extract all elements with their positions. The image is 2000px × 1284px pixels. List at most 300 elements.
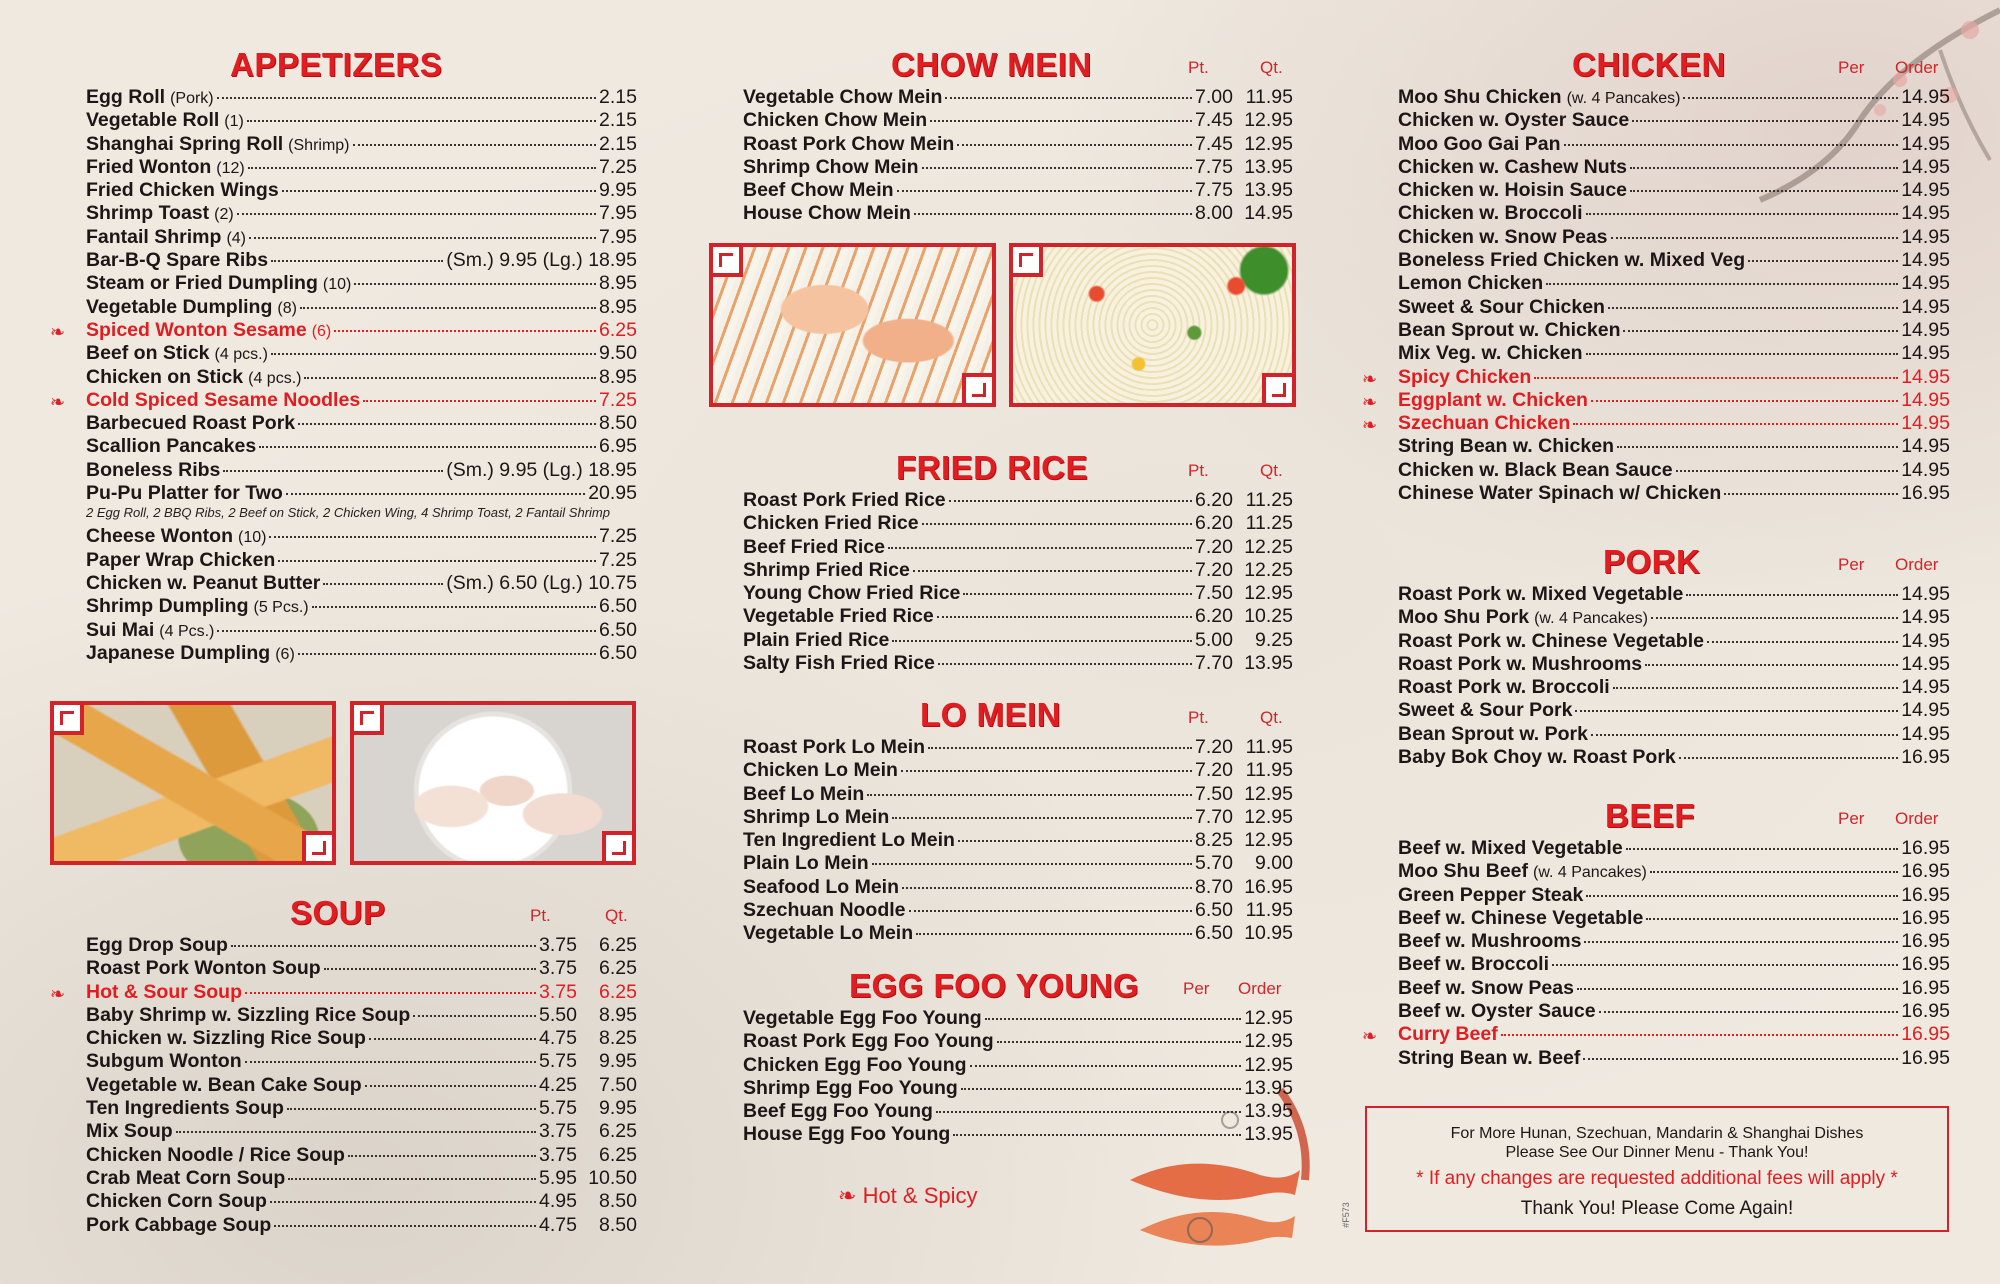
menu-item [743, 759, 1293, 782]
menu-item [1398, 342, 1950, 365]
menu-item-row [86, 435, 637, 458]
item-name: Vegetable Lo Mein [743, 922, 914, 945]
item-name: Vegetable Roll [86, 109, 220, 132]
item-name: Roast Pork w. Chinese Vegetable [1398, 629, 1704, 652]
dot-leader [892, 817, 1192, 819]
item-price: 16.95 [1901, 930, 1950, 953]
dot-leader [938, 663, 1192, 665]
item-price: 14.95 [1901, 109, 1950, 132]
item-name: Chicken Noodle / Rice Soup [86, 1143, 345, 1166]
item-name: Eggplant w. Chicken [1398, 388, 1588, 411]
section-title: LO MEIN [920, 696, 1061, 733]
menu-item-row [1398, 1000, 1950, 1023]
item-name: Plain Fried Rice [743, 628, 890, 651]
menu-item-row [86, 1214, 637, 1237]
item-name: Curry Beef [1398, 1023, 1498, 1046]
menu-item-row [86, 1144, 637, 1167]
egg-rolls-photo [50, 701, 336, 865]
item-note: (10) [322, 276, 352, 294]
info-line-fees-notice: * If any changes are requested additional fees will apply * [1416, 1168, 1898, 1189]
menu-item-row [86, 572, 637, 595]
item-name: Fried Wonton [86, 155, 212, 178]
dot-leader [300, 307, 596, 309]
item-price: 14.95 [1901, 676, 1950, 699]
dot-leader [957, 144, 1192, 146]
dot-leader [922, 523, 1192, 525]
item-price: 12.95 [1244, 1030, 1293, 1053]
menu-item-row [1398, 1047, 1950, 1070]
item-price: 16.95 [1901, 860, 1950, 883]
dot-leader [324, 968, 536, 970]
menu-item [50, 980, 637, 1004]
menu-item-row [1398, 272, 1950, 295]
menu-item-row [743, 899, 1293, 922]
menu-item [1398, 133, 1950, 156]
dot-leader [231, 945, 536, 947]
item-price-pint: 7.70 [1195, 805, 1233, 828]
item-name: Chicken Chow Mein [743, 109, 928, 132]
item-name: Chicken w. Sizzling Rice Soup [86, 1027, 366, 1050]
item-name: Roast Pork Chow Mein [743, 132, 955, 155]
dot-leader [930, 120, 1192, 122]
item-name: Shrimp Chow Mein [743, 155, 919, 178]
menu-item-row [743, 759, 1293, 782]
info-line-thank-you: Thank You! Please Come Again! [1520, 1198, 1794, 1219]
dot-leader [278, 560, 596, 562]
menu-item [86, 435, 637, 458]
item-name: Pork Cabbage Soup [86, 1213, 272, 1236]
item-price-pint: 8.25 [1195, 829, 1233, 852]
menu-item-row [86, 1120, 637, 1143]
item-price: 16.95 [1901, 906, 1950, 929]
dot-leader [271, 353, 596, 355]
menu-item [86, 619, 637, 642]
menu-item [1398, 930, 1950, 953]
item-price-pint: 7.20 [1195, 759, 1233, 782]
item-price-pint: 7.75 [1195, 179, 1233, 202]
item-note: (Shrimp) [288, 136, 350, 154]
item-price-pint: 3.75 [539, 1120, 577, 1143]
menu-item [86, 549, 637, 572]
item-name: House Egg Foo Young [743, 1123, 951, 1146]
menu-item-row [1398, 884, 1950, 907]
item-name: Chicken Lo Mein [743, 759, 898, 782]
menu-item [1398, 583, 1950, 606]
menu-item [743, 109, 1293, 132]
item-price-quart: 13.95 [1244, 652, 1293, 675]
dot-leader [259, 446, 596, 448]
dot-leader [1686, 594, 1898, 596]
item-price: 16.95 [1901, 837, 1950, 859]
dot-leader [1645, 664, 1898, 666]
item-name: Scallion Pancakes [86, 435, 257, 458]
item-price-quart: 6.25 [599, 1143, 637, 1166]
menu-item-row [86, 319, 637, 343]
item-name: Beef w. Mushrooms [1398, 930, 1582, 953]
dot-leader [298, 653, 596, 655]
item-price-quart: 13.95 [1244, 179, 1293, 202]
menu-item [1398, 1047, 1950, 1070]
section-title: PORK [1603, 543, 1701, 580]
menu-item [1362, 1023, 1950, 1047]
order-header: Order [1895, 555, 1939, 574]
item-price: 7.25 [599, 548, 637, 571]
menu-item-row [1398, 746, 1950, 769]
item-price: 6.25 [599, 318, 637, 341]
menu-item [743, 512, 1293, 535]
menu-item-row [743, 133, 1293, 156]
item-name: Vegetable Dumpling [86, 295, 273, 318]
item-price: (Sm.) 6.50 (Lg.) 10.75 [446, 571, 637, 594]
item-name: Moo Shu Chicken [1398, 86, 1562, 108]
per-header: Per [1838, 809, 1865, 828]
menu-item [1398, 699, 1950, 722]
menu-item [86, 412, 637, 435]
dot-leader [914, 213, 1192, 215]
menu-item [86, 202, 637, 225]
item-price: 7.95 [599, 225, 637, 248]
menu-item-row [1398, 86, 1950, 110]
item-price: 12.95 [1244, 1053, 1293, 1076]
menu-item-row [86, 226, 637, 250]
print-code: #F573 [1340, 1202, 1351, 1228]
menu-item-row [86, 1050, 637, 1073]
item-note: (10) [237, 529, 267, 547]
item-note: (1) [224, 113, 244, 131]
menu-item [86, 1074, 637, 1097]
item-name: Roast Pork w. Mushrooms [1398, 652, 1643, 675]
quart-header: Qt. [1260, 58, 1283, 77]
item-name: Fantail Shrimp [86, 225, 222, 248]
chili-pepper-icon: ❧ [1362, 368, 1378, 389]
menu-item-row [1398, 133, 1950, 156]
item-price-quart: 6.25 [599, 934, 637, 956]
menu-item-row [86, 1190, 637, 1213]
item-price-pint: 5.75 [539, 1050, 577, 1073]
menu-item-row [743, 512, 1293, 535]
dot-leader [949, 500, 1192, 502]
menu-item-row [86, 296, 637, 320]
legend-label: Hot & Spicy [862, 1183, 978, 1208]
item-name: Szechuan Chicken [1398, 412, 1571, 435]
item-price: 14.95 [1901, 412, 1950, 435]
item-name: Beef w. Chinese Vegetable [1398, 906, 1644, 929]
menu-item [743, 1007, 1293, 1030]
menu-item-row [86, 86, 637, 110]
menu-item [743, 133, 1293, 156]
dot-leader [1683, 97, 1898, 99]
menu-item-row [1398, 249, 1950, 272]
menu-item [1362, 388, 1950, 412]
egg-foo-young-section [743, 967, 1293, 1147]
item-price: 14.95 [1901, 155, 1950, 178]
menu-item-row [86, 366, 637, 390]
dot-leader [1552, 964, 1898, 966]
item-price-quart: 12.95 [1244, 109, 1293, 132]
item-note: (5 Pcs.) [253, 599, 309, 617]
menu-item-row [86, 1004, 637, 1027]
dot-leader [288, 1178, 536, 1180]
item-price-pint: 7.20 [1195, 558, 1233, 581]
menu-item [1398, 1000, 1950, 1023]
menu-item [86, 109, 637, 132]
menu-item-row [743, 876, 1293, 899]
item-name: Baby Bok Choy w. Roast Pork [1398, 746, 1676, 769]
item-price-pint: 5.50 [539, 1003, 577, 1026]
fried-rice-photo [1009, 243, 1296, 407]
menu-item-row [86, 957, 637, 980]
item-price: 14.95 [1901, 629, 1950, 652]
menu-item [86, 179, 637, 202]
menu-item [86, 642, 637, 665]
item-price: 8.95 [599, 365, 637, 388]
menu-item-row [86, 179, 637, 202]
item-price-pint: 4.75 [539, 1213, 577, 1236]
menu-item-row [1398, 109, 1950, 132]
dot-leader [1575, 710, 1898, 712]
menu-item-row [1398, 389, 1950, 412]
menu-item [743, 852, 1293, 875]
item-price: 14.95 [1901, 179, 1950, 202]
menu-item [1398, 676, 1950, 699]
item-price-quart: 9.25 [1255, 628, 1293, 651]
menu-item [743, 1054, 1293, 1077]
item-price: 8.95 [599, 295, 637, 318]
menu-item [1398, 606, 1950, 629]
menu-item-row [86, 109, 637, 133]
item-price: 13.95 [1244, 1123, 1293, 1146]
menu-item-row [1398, 319, 1950, 342]
item-price-quart: 12.95 [1244, 782, 1293, 805]
chili-pepper-icon: ❧ [1362, 391, 1378, 412]
item-name: Crab Meat Corn Soup [86, 1166, 286, 1189]
menu-item-row [86, 981, 637, 1004]
item-name: Salty Fish Fried Rice [743, 652, 935, 675]
soup-section [50, 894, 637, 1237]
item-price: 16.95 [1901, 1023, 1950, 1046]
menu-item-row [743, 783, 1293, 806]
item-price-pint: 7.50 [1195, 782, 1233, 805]
item-price-quart: 11.95 [1245, 86, 1293, 108]
chili-pepper-icon: ❧ [50, 983, 66, 1004]
menu-item [1398, 653, 1950, 676]
menu-item [1398, 202, 1950, 225]
dot-leader [985, 1018, 1241, 1020]
item-name: Japanese Dumpling [86, 641, 271, 664]
menu-item [743, 922, 1293, 945]
item-price: 7.25 [599, 388, 637, 411]
dot-leader [945, 97, 1192, 99]
beef-section [1360, 797, 1950, 1070]
menu-item-row [743, 829, 1293, 852]
menu-item [743, 156, 1293, 179]
item-price-quart: 16.95 [1244, 875, 1293, 898]
menu-item-row [86, 389, 637, 412]
item-name: Green Pepper Steak [1398, 883, 1584, 906]
item-name: Chicken w. Oyster Sauce [1398, 109, 1630, 132]
dot-leader [298, 423, 596, 425]
item-name: Hot & Sour Soup [86, 980, 242, 1003]
menu-item [86, 934, 637, 957]
item-name: Spiced Wonton Sesame [86, 318, 307, 341]
item-price: 16.95 [1901, 482, 1950, 505]
menu-item [1398, 296, 1950, 319]
item-name: Szechuan Noodle [743, 899, 906, 922]
item-note: (4) [226, 229, 246, 247]
menu-item [86, 1050, 637, 1073]
item-note: (4 pcs.) [214, 346, 268, 364]
dot-leader [248, 167, 596, 169]
menu-item-row [86, 934, 637, 957]
dot-leader [922, 167, 1193, 169]
menu-item [743, 1123, 1293, 1146]
pork-section [1360, 543, 1950, 769]
menu-item-row [1398, 699, 1950, 722]
dot-leader [282, 190, 596, 192]
item-name: Chinese Water Spinach w/ Chicken [1398, 482, 1722, 505]
item-name: Barbecued Roast Pork [86, 412, 296, 435]
item-price-quart: 9.95 [599, 1050, 637, 1073]
section-title: SOUP [290, 894, 386, 931]
per-header: Per [1838, 555, 1865, 574]
item-price: 12.95 [1244, 1007, 1293, 1029]
item-price-quart: 8.50 [599, 1190, 637, 1213]
item-name: Beef on Stick [86, 342, 210, 365]
item-name: Moo Goo Gai Pan [1398, 132, 1561, 155]
item-price-pint: 5.70 [1195, 852, 1233, 875]
dot-leader [1630, 190, 1898, 192]
item-name: Bar-B-Q Spare Ribs [86, 249, 269, 272]
item-price: 14.95 [1901, 132, 1950, 155]
item-name: Beef Chow Mein [743, 179, 894, 202]
item-price-pint: 3.75 [539, 1143, 577, 1166]
menu-item [86, 366, 637, 389]
menu-item-row [1398, 179, 1950, 202]
item-note: (w. 4 Pancakes) [1566, 90, 1681, 107]
menu-item [86, 249, 637, 272]
item-name: Moo Shu Beef [1398, 860, 1528, 883]
item-name: Chicken w. Cashew Nuts [1398, 155, 1628, 178]
dot-leader [1586, 895, 1898, 897]
menu-item-row [743, 629, 1293, 652]
menu-item-row [86, 133, 637, 157]
dot-leader [970, 1065, 1242, 1067]
menu-item [743, 202, 1293, 225]
dot-leader [304, 377, 596, 379]
item-name: Seafood Lo Mein [743, 875, 899, 898]
item-name: Baby Shrimp w. Sizzling Rice Soup [86, 1003, 411, 1026]
dot-leader [286, 493, 585, 495]
menu-item-row [86, 272, 637, 296]
item-price-pint: 6.50 [1195, 899, 1233, 922]
item-price: 16.95 [1901, 976, 1950, 999]
menu-item [86, 272, 637, 295]
menu-item-row [1398, 1023, 1950, 1046]
dot-leader [348, 1155, 536, 1157]
item-price: 14.95 [1901, 295, 1950, 318]
menu-item-row [86, 249, 637, 272]
item-price: 7.25 [599, 155, 637, 178]
per-header: Per [1183, 979, 1210, 998]
item-name: Chicken Corn Soup [86, 1190, 267, 1213]
item-price: 14.95 [1901, 388, 1950, 411]
item-price-quart: 12.95 [1244, 805, 1293, 828]
item-name: Chicken Egg Foo Young [743, 1053, 967, 1076]
item-price-quart: 8.95 [599, 1003, 637, 1026]
item-price-pint: 7.00 [1195, 86, 1233, 108]
menu-item-row [1398, 953, 1950, 976]
item-price-pint: 7.20 [1195, 535, 1233, 558]
item-name: Beef w. Broccoli [1398, 953, 1549, 976]
menu-item-row [1398, 366, 1950, 389]
menu-item [50, 318, 637, 342]
dot-leader [902, 887, 1192, 889]
item-price: 14.95 [1901, 699, 1950, 722]
menu-item [1398, 249, 1950, 272]
item-price-pint: 8.00 [1195, 202, 1233, 225]
dot-leader [1591, 400, 1898, 402]
menu-item [1398, 482, 1950, 505]
menu-item [743, 559, 1293, 582]
menu-item-row [86, 525, 637, 549]
section-title: CHOW MEIN [891, 46, 1092, 83]
item-price-quart: 10.25 [1244, 605, 1293, 628]
menu-item [1398, 156, 1950, 179]
item-price: 6.50 [599, 641, 637, 664]
menu-item-row [86, 1097, 637, 1120]
menu-item-row [743, 582, 1293, 605]
item-name: Chicken w. Snow Peas [1398, 225, 1608, 248]
menu-item-row [1398, 837, 1950, 860]
item-name: Vegetable Egg Foo Young [743, 1007, 982, 1029]
menu-item-row [86, 459, 637, 482]
menu-item-row [743, 559, 1293, 582]
item-name: Cheese Wonton [86, 525, 233, 548]
item-price: 14.95 [1901, 249, 1950, 272]
dot-leader [936, 1111, 1241, 1113]
menu-item [86, 1027, 637, 1050]
item-price-pint: 7.50 [1195, 582, 1233, 605]
dot-leader [1646, 918, 1898, 920]
item-price: 14.95 [1901, 86, 1950, 108]
item-name: Shanghai Spring Roll [86, 132, 284, 155]
menu-item-row [743, 736, 1293, 759]
item-note: (Pork) [170, 90, 214, 107]
dot-leader [354, 283, 596, 285]
menu-item [1362, 412, 1950, 436]
item-price-quart: 12.25 [1244, 535, 1293, 558]
item-price-quart: 8.25 [599, 1027, 637, 1050]
item-price-pint: 7.20 [1195, 736, 1233, 758]
item-price-quart: 11.95 [1245, 736, 1293, 758]
item-price: 14.95 [1901, 272, 1950, 295]
dot-leader [1630, 167, 1898, 169]
dot-leader [245, 1061, 536, 1063]
menu-item [743, 829, 1293, 852]
pint-header: Pt. [1188, 708, 1209, 727]
item-name: Young Chow Fried Rice [743, 582, 961, 605]
menu-item [743, 899, 1293, 922]
menu-item [743, 179, 1293, 202]
item-note: (2) [214, 206, 234, 224]
dot-leader [274, 1225, 536, 1227]
menu-item [86, 342, 637, 365]
dot-leader [872, 863, 1192, 865]
menu-item-row [86, 1167, 637, 1190]
item-price: 14.95 [1901, 202, 1950, 225]
menu-item-row [1398, 342, 1950, 365]
item-price: 6.50 [599, 618, 637, 641]
